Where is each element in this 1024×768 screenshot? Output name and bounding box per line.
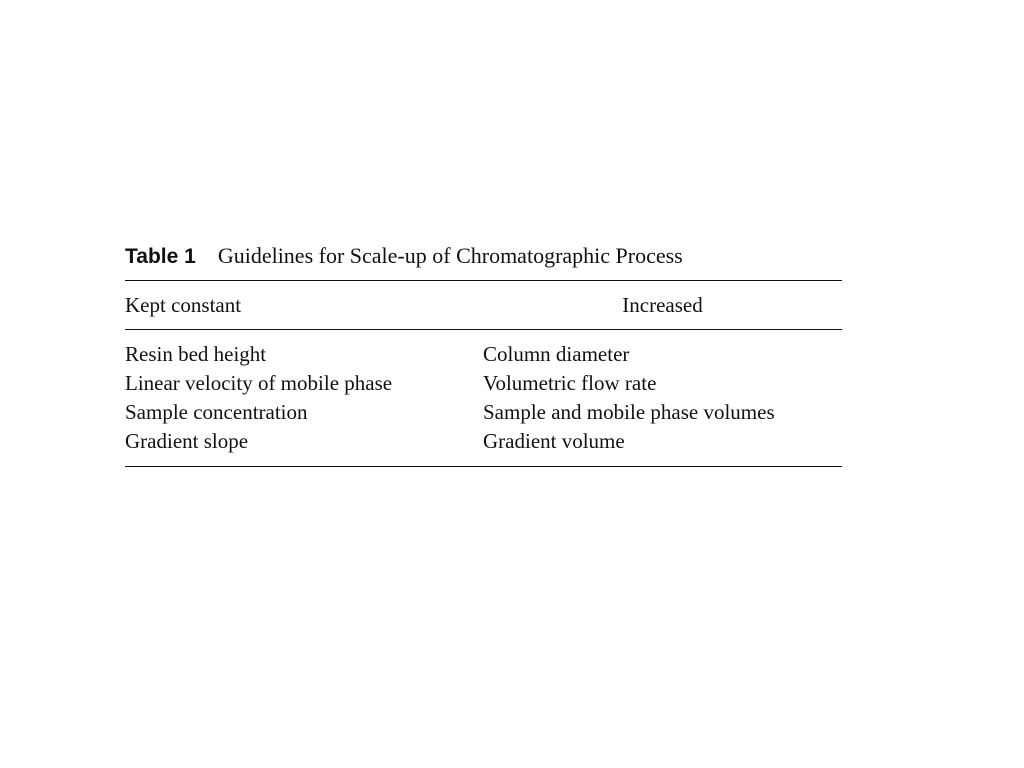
header-row	[125, 281, 842, 330]
table-header	[125, 281, 842, 330]
table-row	[125, 427, 842, 466]
cell-increased: Gradient volume	[483, 429, 625, 453]
cell-kept: Resin bed height	[125, 342, 267, 366]
cell-kept: Linear velocity of mobile phase	[125, 371, 393, 395]
cell-increased: Sample and mobile phase volumes	[483, 400, 775, 424]
table-block	[125, 240, 842, 467]
table-row	[125, 369, 842, 398]
table-title: Guidelines for Scale-up of Chromatographic Process	[217, 243, 683, 268]
bottom-rule	[125, 466, 842, 467]
cell-increased: Column diameter	[483, 342, 630, 366]
cell-increased: Volumetric flow rate	[483, 371, 657, 395]
table-label: Table 1	[125, 245, 196, 268]
cell-kept: Gradient slope	[125, 429, 249, 453]
header-kept-constant: Kept constant	[125, 293, 242, 317]
guidelines-table	[125, 281, 842, 466]
table-caption	[125, 240, 842, 272]
header-increased: Increased	[622, 293, 703, 317]
cell-kept: Sample concentration	[125, 400, 308, 424]
table-row	[125, 330, 842, 369]
table-body	[125, 330, 842, 466]
table-row	[125, 398, 842, 427]
